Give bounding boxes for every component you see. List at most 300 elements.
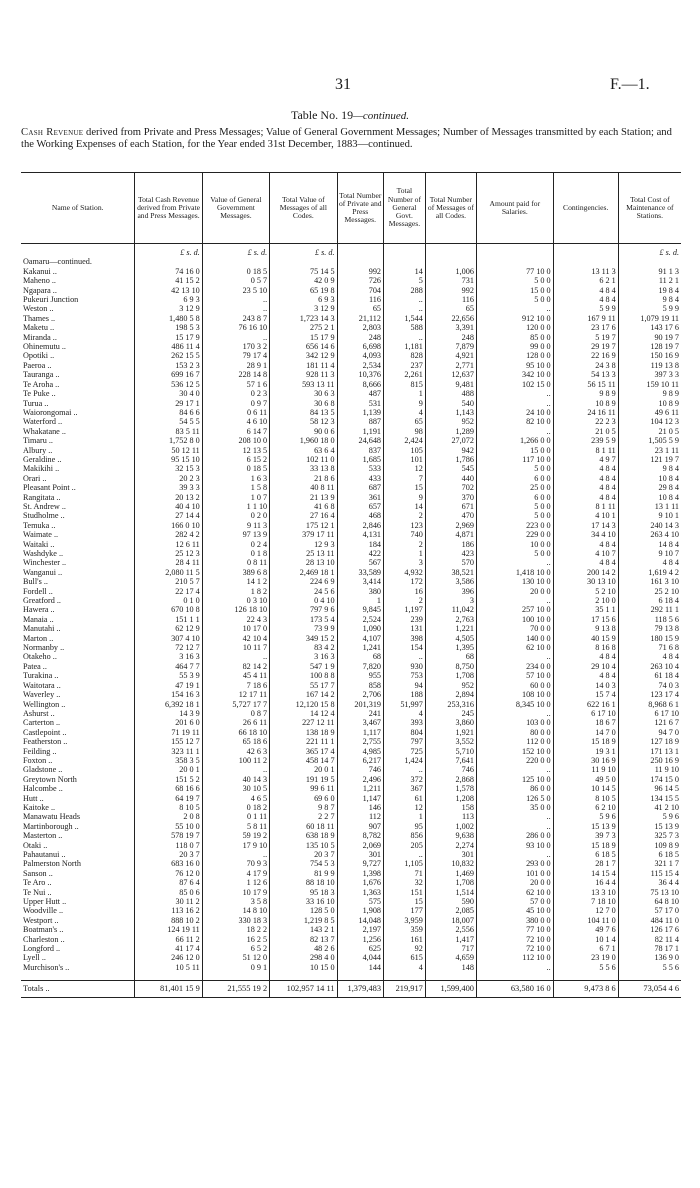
table-cell: 330 18 3 — [202, 916, 269, 925]
table-cell: 200 14 2 — [553, 568, 618, 577]
table-cell: 19 8 4 — [618, 286, 681, 295]
table-cell: 22 2 3 — [553, 417, 618, 426]
table-row — [21, 276, 681, 285]
table-cell: 27 16 4 — [270, 511, 337, 520]
table-cell: 201,319 — [337, 700, 383, 709]
table-cell: 9,727 — [337, 859, 383, 868]
table-cell: 15 — [384, 483, 426, 492]
table-cell: 55 3 9 — [135, 671, 202, 680]
table-cell: 486 11 4 — [135, 342, 202, 351]
table-cell: 1,139 — [337, 408, 383, 417]
table-cell: 7,820 — [337, 662, 383, 671]
table-cell: 35 1 1 — [553, 605, 618, 614]
table-cell: 393 — [384, 718, 426, 727]
table-cell: 2 — [384, 540, 426, 549]
table-cell: 81 9 9 — [270, 869, 337, 878]
table-cell-station: Pahautanui .. — [23, 850, 66, 859]
table-cell: 4 8 4 — [553, 286, 618, 295]
table-cell: 117 10 0 — [476, 455, 553, 464]
table-cell: 4,131 — [337, 530, 383, 539]
table-cell: 2,069 — [337, 841, 383, 850]
table-cell: 1,578 — [425, 784, 476, 793]
table-cell: 3 12 9 — [270, 304, 337, 313]
table-cell: 955 — [337, 671, 383, 680]
table-cell: 6 15 2 — [202, 455, 269, 464]
table-cell: 746 — [425, 765, 476, 774]
table-cell: 5 9 9 — [553, 304, 618, 313]
table-cell: 101 — [384, 455, 426, 464]
table-cell: 86 0 0 — [476, 784, 553, 793]
table-cell: .. — [476, 963, 553, 972]
table-cell: 2,534 — [337, 361, 383, 370]
table-cell: 227 12 11 — [270, 718, 337, 727]
table-cell: 8 10 5 — [135, 803, 202, 812]
table-cell: 12 — [384, 464, 426, 473]
table-cell: 0 9 7 — [202, 399, 269, 408]
table-cell: 6 0 0 — [476, 474, 553, 483]
table-cell: 0 18 5 — [202, 267, 269, 276]
unit-cell — [337, 244, 383, 258]
table-row — [21, 521, 681, 530]
table-cell: 11 9 10 — [553, 765, 618, 774]
table-row — [21, 455, 681, 464]
table-cell: 10 1 4 — [553, 935, 618, 944]
table-cell: 220 0 0 — [476, 756, 553, 765]
table-row — [21, 596, 681, 605]
table-cell — [202, 257, 269, 266]
table-cell-station: Westport .. — [23, 915, 59, 925]
table-cell: 2,085 — [425, 906, 476, 915]
table-cell: 797 — [384, 737, 426, 746]
table-cell: 370 — [425, 493, 476, 502]
table-row — [21, 850, 681, 859]
table-cell-station: Waimate .. — [23, 530, 59, 540]
table-cell: 94 — [384, 681, 426, 690]
table-cell: 797 9 6 — [270, 605, 337, 614]
table-cell: 1,921 — [425, 728, 476, 737]
table-cell: 1,211 — [337, 784, 383, 793]
table-cell-station: Waitaki .. — [23, 539, 55, 549]
table-cell: 570 — [425, 558, 476, 567]
table-cell: 24 5 6 — [270, 587, 337, 596]
table-cell: 8,782 — [337, 831, 383, 840]
table-cell: 0 1 11 — [202, 812, 269, 821]
table-cell: 593 13 11 — [270, 380, 337, 389]
table-cell: 3,467 — [337, 718, 383, 727]
table-row — [21, 925, 681, 934]
table-cell: 0 5 7 — [202, 276, 269, 285]
table-cell: 14 — [384, 502, 426, 511]
table-cell-station: Sanson .. — [23, 868, 53, 878]
table-cell: 746 — [337, 765, 383, 774]
table-cell: 433 — [337, 474, 383, 483]
table-cell: 237 — [384, 361, 426, 370]
table-cell: 118 5 6 — [618, 615, 681, 624]
table-cell: 2,803 — [337, 323, 383, 332]
table-row — [21, 286, 681, 295]
table-cell: 815 — [384, 380, 426, 389]
table-cell: 6 9 3 — [135, 295, 202, 304]
column-header: Amount paid for Salaries. — [476, 173, 553, 244]
table-cell: 126 5 0 — [476, 794, 553, 803]
table-cell: 82 11 4 — [618, 935, 681, 944]
table-cell: 20 13 2 — [135, 493, 202, 502]
table-cell: 80 0 0 — [476, 728, 553, 737]
table-row — [21, 342, 681, 351]
table-cell: 9 8 7 — [270, 803, 337, 812]
table-cell: 102 11 0 — [270, 455, 337, 464]
table-cell: 95 10 0 — [476, 361, 553, 370]
table-cell: 17 15 6 — [553, 615, 618, 624]
table-cell: 286 0 0 — [476, 831, 553, 840]
table-cell: 20 2 3 — [135, 474, 202, 483]
unit-cell: £ s. d. — [135, 244, 202, 258]
table-cell: 4 17 9 — [202, 869, 269, 878]
table-cell: 13 1 11 — [618, 502, 681, 511]
table-cell: 23 17 6 — [553, 323, 618, 332]
table-cell: 8 16 8 — [553, 643, 618, 652]
table-cell: 92 — [384, 944, 426, 953]
table-cell: 38,521 — [425, 568, 476, 577]
table-cell: 1,514 — [425, 888, 476, 897]
table-cell: 0 18 5 — [202, 464, 269, 473]
table-cell: 9,845 — [337, 605, 383, 614]
table-cell-station: Pukeuri Junction — [23, 295, 79, 305]
table-cell: 4 — [384, 408, 426, 417]
table-cell: 188 — [384, 690, 426, 699]
table-cell: 25 12 3 — [135, 549, 202, 558]
table-cell: 24 3 8 — [553, 361, 618, 370]
table-cell: 0 1 8 — [202, 549, 269, 558]
table-cell: 20 0 0 — [476, 587, 553, 596]
table-cell: 567 — [337, 558, 383, 567]
table-cell: 1,398 — [337, 869, 383, 878]
table-cell: 6,217 — [337, 756, 383, 765]
table-cell: 14 8 4 — [618, 540, 681, 549]
table-cell: 4 6 5 — [202, 794, 269, 803]
table-cell: 210 5 7 — [135, 577, 202, 586]
table-cell: 282 4 2 — [135, 530, 202, 539]
table-cell: 625 — [337, 944, 383, 953]
table-cell: 5 9 6 — [618, 812, 681, 821]
table-cell: 5 0 0 — [476, 511, 553, 520]
table-cell: 1 — [384, 549, 426, 558]
table-cell: 20 3 7 — [135, 850, 202, 859]
table-cell: 15 17 9 — [135, 333, 202, 342]
table-cell: 1,417 — [425, 935, 476, 944]
table-cell: 8 10 5 — [553, 794, 618, 803]
table-cell: 7,641 — [425, 756, 476, 765]
table-cell: 704 — [337, 286, 383, 295]
table-cell: 2,868 — [425, 775, 476, 784]
table-cell: 9 — [384, 399, 426, 408]
table-cell: 361 — [337, 493, 383, 502]
table-cell-station: Makikihi .. — [23, 464, 60, 474]
totals-cell: 1,379,483 — [337, 981, 383, 997]
table-cell-station: Waterford .. — [23, 417, 63, 427]
column-header: Value of General Government Messages. — [202, 173, 269, 244]
table-cell: 60 0 0 — [476, 681, 553, 690]
table-cell: 2 2 7 — [270, 812, 337, 821]
spacer-cell — [135, 972, 202, 981]
table-cell: 398 — [384, 634, 426, 643]
table-cell: 3 12 9 — [135, 304, 202, 313]
table-cell: 288 — [384, 286, 426, 295]
table-cell: 27 14 4 — [135, 511, 202, 520]
table-cell: 50 12 11 — [135, 446, 202, 455]
table-cell: 1,708 — [425, 671, 476, 680]
table-cell: 3,586 — [425, 577, 476, 586]
table-cell-station: Timaru .. — [23, 436, 53, 446]
table-row — [21, 304, 681, 313]
table-cell: 828 — [384, 351, 426, 360]
table-cell: 65 — [425, 304, 476, 313]
table-cell: 100 8 8 — [270, 671, 337, 680]
table-cell: .. — [476, 812, 553, 821]
table-cell: 248 — [425, 333, 476, 342]
table-cell: 134 15 5 — [618, 794, 681, 803]
table-cell: 16 4 4 — [553, 878, 618, 887]
table-cell: 79 17 4 — [202, 351, 269, 360]
table-cell: 0 2 3 — [202, 389, 269, 398]
table-cell: .. — [202, 304, 269, 313]
table-cell: 11 2 1 — [618, 276, 681, 285]
table-cell: 125 10 0 — [476, 775, 553, 784]
table-row — [21, 530, 681, 539]
table-cell: 365 17 4 — [270, 747, 337, 756]
table-cell: 35 0 0 — [476, 803, 553, 812]
table-cell: 323 11 1 — [135, 747, 202, 756]
table-cell: 262 15 5 — [135, 351, 202, 360]
table-cell: 158 — [425, 803, 476, 812]
unit-cell — [553, 244, 618, 258]
table-row — [21, 257, 681, 266]
table-row — [21, 427, 681, 436]
table-cell-station: Orari .. — [23, 473, 47, 483]
table-cell: 367 — [384, 784, 426, 793]
table-caption — [21, 127, 681, 152]
table-cell-station: Ashurst .. — [23, 708, 55, 718]
table-cell: .. — [202, 333, 269, 342]
table-cell: 47 19 1 — [135, 681, 202, 690]
table-cell-station: Martinborough .. — [23, 821, 79, 831]
table-cell: 20 0 1 — [270, 765, 337, 774]
table-cell: 91 1 3 — [618, 267, 681, 276]
table-cell: 533 — [337, 464, 383, 473]
table-row — [21, 474, 681, 483]
table-row — [21, 436, 681, 445]
table-cell: 888 10 2 — [135, 916, 202, 925]
table-cell: 4 8 4 — [553, 558, 618, 567]
table-cell: 234 0 0 — [476, 662, 553, 671]
table-cell: .. — [384, 652, 426, 661]
table-cell: 440 — [425, 474, 476, 483]
table-cell: 5 5 6 — [553, 963, 618, 972]
table-cell: 15 7 4 — [553, 690, 618, 699]
table-cell: 5 0 0 — [476, 502, 553, 511]
table-cell: 151 1 1 — [135, 615, 202, 624]
table-cell-station: Manaia .. — [23, 614, 54, 624]
unit-cell — [384, 244, 426, 258]
table-body — [21, 244, 681, 998]
totals-cell: 219,917 — [384, 981, 426, 997]
table-cell-station: Carterton .. — [23, 718, 61, 728]
table-cell: 172 — [384, 577, 426, 586]
table-cell: 65 19 8 — [270, 286, 337, 295]
table-cell: 28 4 11 — [135, 558, 202, 567]
table-cell: 1,221 — [425, 624, 476, 633]
table-cell: 250 16 9 — [618, 756, 681, 765]
table-cell: 5 0 0 — [476, 464, 553, 473]
table-cell: 167 14 2 — [270, 690, 337, 699]
table-cell: 9 8 4 — [618, 295, 681, 304]
table-cell-station: Washdyke .. — [23, 549, 64, 558]
table-cell: 171 13 1 — [618, 747, 681, 756]
table-cell: 82 10 0 — [476, 417, 553, 426]
table-cell: 30 13 10 — [553, 577, 618, 586]
table-cell: 170 3 2 — [202, 342, 269, 351]
table-cell: 4 8 4 — [553, 474, 618, 483]
table-cell: 14 7 0 — [553, 728, 618, 737]
table-cell: 51 12 0 — [202, 953, 269, 962]
table-row — [21, 652, 681, 661]
table-row — [21, 671, 681, 680]
table-row — [21, 803, 681, 812]
table-cell: 1,090 — [337, 624, 383, 633]
table-cell: 10,376 — [337, 370, 383, 379]
table-cell-station: Rangitata .. — [23, 492, 61, 502]
table-cell: 1,266 0 0 — [476, 436, 553, 445]
table-cell: 102 15 0 — [476, 380, 553, 389]
table-cell: 487 — [337, 389, 383, 398]
table-cell: 23 1 11 — [618, 446, 681, 455]
table-cell: 26 6 11 — [202, 718, 269, 727]
table-cell: 72 10 0 — [476, 935, 553, 944]
table-cell: 671 — [425, 502, 476, 511]
table-cell: 4 8 4 — [618, 652, 681, 661]
table-cell: 4 10 7 — [553, 549, 618, 558]
table-row — [21, 351, 681, 360]
table-cell: 154 16 3 — [135, 690, 202, 699]
table-row — [21, 417, 681, 426]
table-cell: 19 3 1 — [553, 747, 618, 756]
table-cell: 992 — [425, 286, 476, 295]
table-cell: 85 0 0 — [476, 333, 553, 342]
table-cell: 62 10 0 — [476, 888, 553, 897]
table-cell: 590 — [425, 897, 476, 906]
table-cell: 4 9 7 — [553, 455, 618, 464]
table-cell: 113 16 2 — [135, 906, 202, 915]
table-cell: 130 10 0 — [476, 577, 553, 586]
table-cell: 4 — [384, 963, 426, 972]
table-cell: 5 0 0 — [476, 549, 553, 558]
table-cell-station: Upper Hutt .. — [23, 897, 67, 907]
table-title-continued: —continued. — [353, 110, 410, 122]
table-cell: 9 10 7 — [618, 549, 681, 558]
table-cell: 9 8 4 — [618, 464, 681, 473]
table-cell-station: Opotiki .. — [23, 351, 55, 361]
table-row — [21, 446, 681, 455]
table-title — [0, 108, 700, 123]
table-cell: 75 14 5 — [270, 267, 337, 276]
table-cell: 118 0 7 — [135, 841, 202, 850]
table-cell: 151 — [384, 888, 426, 897]
table-cell: 124 19 11 — [135, 925, 202, 934]
table-cell: 9,481 — [425, 380, 476, 389]
table-cell: 1,424 — [384, 756, 426, 765]
table-cell: 731 — [425, 276, 476, 285]
table-cell: 42 6 3 — [202, 747, 269, 756]
table-cell-station: Halcombe .. — [23, 784, 63, 794]
table-cell: 112 10 0 — [476, 953, 553, 962]
table-cell: 18 2 2 — [202, 925, 269, 934]
table-cell-station: Wanganui .. — [23, 567, 63, 577]
table-cell: 21 0 5 — [553, 427, 618, 436]
table-cell: 70 9 3 — [202, 859, 269, 868]
table-cell: 1 5 8 — [202, 483, 269, 492]
table-cell: 540 — [425, 399, 476, 408]
table-cell: 1,002 — [425, 822, 476, 831]
table-cell: 578 19 7 — [135, 831, 202, 840]
caption-text: derived from Private and Press Messages; Value of General Government Messages; Number of Messages transmitted by each Station; and the Working Expenses of each Station, for the Year ended 31st December, 1883—continued. — [21, 127, 672, 151]
table-cell: 4,107 — [337, 634, 383, 643]
totals-row — [21, 981, 681, 997]
revenue-table — [21, 172, 681, 998]
table-cell: 61 — [384, 794, 426, 803]
table-cell-station: Lyell .. — [23, 953, 46, 963]
table-cell: 5 0 0 — [476, 295, 553, 304]
table-cell: 173 5 4 — [270, 615, 337, 624]
table-cell: 293 0 0 — [476, 859, 553, 868]
table-cell: 93 10 0 — [476, 841, 553, 850]
table-cell-station: Otakeho .. — [23, 652, 57, 662]
table-cell: 1,256 — [337, 935, 383, 944]
header-row — [21, 173, 681, 244]
table-row — [21, 295, 681, 304]
table-cell: 2,496 — [337, 775, 383, 784]
table-cell: 1 0 7 — [202, 493, 269, 502]
table-cell: 2 10 0 — [553, 596, 618, 605]
table-cell: 201 6 0 — [135, 718, 202, 727]
table-cell: 0 1 0 — [135, 596, 202, 605]
table-cell: .. — [476, 822, 553, 831]
table-cell: 7 18 10 — [553, 897, 618, 906]
table-cell: 0 2 0 — [202, 511, 269, 520]
table-cell: 140 0 0 — [476, 634, 553, 643]
table-cell: 24,648 — [337, 436, 383, 445]
table-cell: 78 17 1 — [618, 944, 681, 953]
table-cell: 6 18 5 — [553, 850, 618, 859]
table-cell: 45 10 0 — [476, 906, 553, 915]
table-cell-station: Waitotara .. — [23, 680, 61, 690]
table-row — [21, 643, 681, 652]
table-cell: 57 1 6 — [202, 380, 269, 389]
table-cell: 2,846 — [337, 521, 383, 530]
unit-cell — [425, 244, 476, 258]
table-cell: 167 9 11 — [553, 314, 618, 323]
table-cell-station: Paeroa .. — [23, 360, 52, 370]
table-cell: 48 2 6 — [270, 944, 337, 953]
table-cell: 275 2 1 — [270, 323, 337, 332]
table-cell: 71 6 8 — [618, 643, 681, 652]
table-cell-station: Maheno .. — [23, 276, 56, 286]
table-cell: 24 10 0 — [476, 408, 553, 417]
table-cell: 5,727 17 7 — [202, 700, 269, 709]
table-cell: 1,676 — [337, 878, 383, 887]
table-cell: 221 11 1 — [270, 737, 337, 746]
table-cell: 41 15 2 — [135, 276, 202, 285]
table-cell: 6 7 1 — [553, 944, 618, 953]
